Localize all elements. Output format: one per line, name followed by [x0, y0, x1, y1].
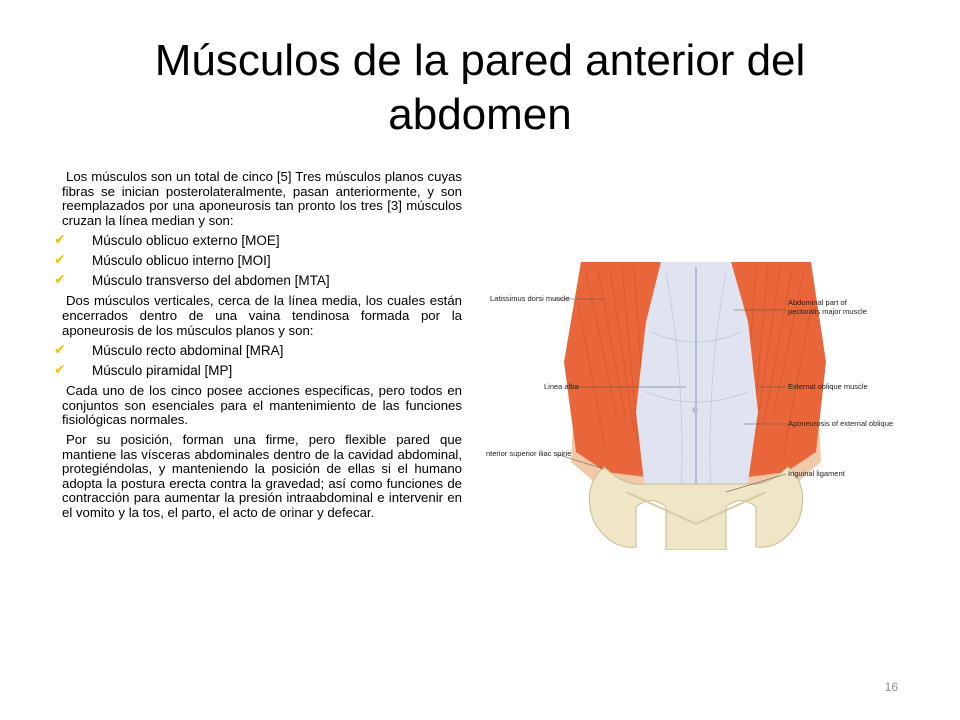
- checkmark-icon: ✔: [54, 231, 66, 248]
- label-latissimus: Latissimus dorsi muscle: [490, 294, 570, 303]
- checkmark-icon: ✔: [54, 361, 66, 378]
- umbilicus: [692, 407, 698, 413]
- list-item: ✔ Músculo oblicuo externo [MOE]: [54, 231, 280, 249]
- functions-paragraph: Cada uno de los cinco posee acciones especificas, pero todos en conjuntos son esenciales para el mantenimiento de las funciones fisiológicas normales.: [62, 383, 462, 428]
- checkmark-icon: ✔: [54, 271, 66, 288]
- label-pectoralis-2: pectoralis major muscle: [788, 307, 867, 316]
- label-pectoralis: Abdominal part of: [788, 298, 847, 307]
- label-iliac-spine: nterior superior iliac spine: [486, 449, 572, 458]
- abdominal-wall-illustration: [486, 262, 904, 550]
- slide-content: [54, 169, 462, 526]
- aponeurosis-sheath: [636, 262, 758, 502]
- flat-muscles-list: [54, 231, 462, 289]
- label-external-oblique: External oblique muscle: [788, 382, 868, 391]
- checkmark-icon: ✔: [54, 251, 66, 268]
- anatomy-drawing: [486, 262, 904, 550]
- label-linea-alba: Linea alba: [544, 382, 579, 391]
- list-item: ✔ Músculo transverso del abdomen [MTA]: [54, 271, 330, 289]
- label-inguinal: Inguinal ligament: [788, 469, 845, 478]
- label-aponeurosis: Aponeurosis of external oblique: [788, 419, 894, 428]
- page-number: 16: [884, 680, 898, 694]
- checkmark-icon: ✔: [54, 341, 66, 358]
- position-paragraph: Por su posición, forman una firme, pero flexible pared que mantiene las vísceras abdominales dentro de la cavidad abdominal, protegiéndolas, y manteniendo la posición de ellas si el humano adopta la postura erecta contra la gravedad; así como funciones de contracción para aumentar la presión intraabdominal e intervenir en el vomito y la tos, el parto, el acto de orinar y defecar.: [62, 431, 462, 520]
- vertical-muscles-paragraph: Dos músculos verticales, cerca de la línea media, los cuales están encerrados dentro de una vaina tendinosa formada por la aponeurosis de los músculos planos y son:: [62, 293, 462, 338]
- list-item: ✔ Músculo piramidal [MP]: [54, 361, 233, 379]
- intro-paragraph: Los músculos son un total de cinco [5] Tres músculos planos cuyas fibras se inician posterolateralmente, pasan anteriormente, y son reemplazados por una aponeurosis tan pronto los tres [3] músculos cruzan la línea median y son:: [62, 169, 462, 228]
- list-item: ✔ Músculo recto abdominal [MRA]: [54, 341, 284, 359]
- slide-title: Músculos de la pared anterior del abdomen: [154, 36, 806, 139]
- vertical-muscles-list: [54, 341, 462, 379]
- list-item: ✔ Músculo oblicuo interno [MOI]: [54, 251, 271, 269]
